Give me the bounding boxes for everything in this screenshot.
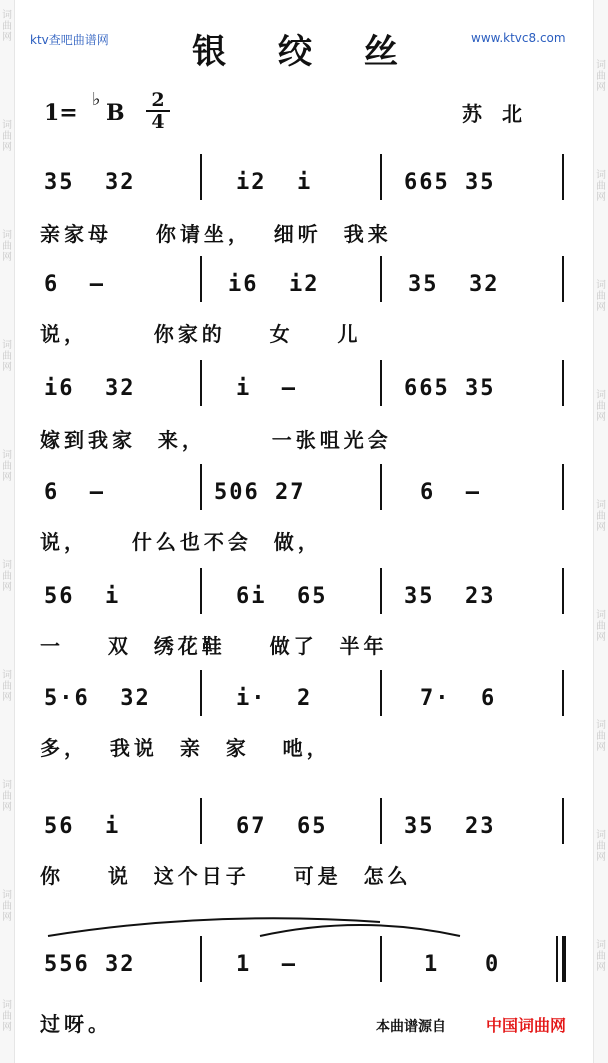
notation-measure: i2 i [236, 170, 313, 195]
lyric-line: 亲家母 你请坐， 细听 我来 [40, 222, 392, 246]
notation-measure: 56 i [44, 814, 121, 839]
bar-line [380, 670, 382, 716]
notation-measure: 7· 6 [420, 686, 497, 711]
notation-measure: 6 — [420, 480, 481, 505]
bar-line [200, 670, 202, 716]
notation-measure: 6i 65 [236, 584, 328, 609]
bar-line [562, 670, 564, 716]
watermark: 词曲网 [2, 560, 12, 593]
song-origin: 苏北 [462, 102, 542, 126]
bar-line [562, 256, 564, 302]
final-bar-line [556, 936, 558, 982]
notation-measure: 6 — [44, 272, 105, 297]
watermark: 词曲网 [596, 940, 606, 973]
notation-measure: i6 32 [44, 376, 136, 401]
key-signature [44, 100, 78, 126]
watermark: 词曲网 [596, 500, 606, 533]
lyric-line: 你 说 这个日子 可是 怎么 [40, 864, 412, 888]
notation-measure: i· 2 [236, 686, 313, 711]
bar-line [562, 568, 564, 614]
bar-line [200, 936, 202, 982]
watermark: 词曲网 [2, 450, 12, 483]
site-url-right[interactable]: www.ktvc8.com [471, 31, 566, 45]
lyric-line: 说， 你家的 女 儿 [40, 322, 362, 346]
bar-line [380, 256, 382, 302]
watermark: 词曲网 [2, 230, 12, 263]
notation-measure: 665 35 [404, 170, 496, 195]
bar-line [562, 360, 564, 406]
notation-measure: i — [236, 376, 297, 401]
notation-measure: 556 32 [44, 952, 136, 977]
lyric-line: 说， 什么也不会 做， [40, 530, 322, 554]
watermark: 词曲网 [2, 10, 12, 43]
slur-arc [40, 910, 580, 940]
notation-measure: 35 32 [408, 272, 500, 297]
bar-line [562, 464, 564, 510]
bar-line [380, 798, 382, 844]
bar-line [200, 360, 202, 406]
notation-measure: 35 32 [44, 170, 136, 195]
watermark: 词曲网 [596, 720, 606, 753]
bar-line [200, 568, 202, 614]
watermark: 词曲网 [2, 1000, 12, 1033]
flat-sign: ♭ [92, 89, 101, 110]
bar-line [380, 464, 382, 510]
key-prefix: 1= [44, 100, 78, 126]
notation-measure: 506 27 [214, 480, 306, 505]
lyric-line: 过呀。 [40, 1012, 112, 1036]
notation-measure: i6 i2 [228, 272, 320, 297]
bar-line [562, 798, 564, 844]
meter-denominator: 4 [146, 110, 170, 132]
watermark: 词曲网 [596, 60, 606, 93]
notation-measure: 67 65 [236, 814, 328, 839]
bar-line [380, 360, 382, 406]
bar-line [562, 154, 564, 200]
source-site-link[interactable]: 中国词曲网 [486, 1016, 567, 1035]
notation-measure: 665 35 [404, 376, 496, 401]
key-note: B [106, 100, 125, 126]
bar-line [380, 568, 382, 614]
bar-line [380, 936, 382, 982]
notation-measure: 5·6 32 [44, 686, 151, 711]
lyric-line: 多， 我说 亲 家 吔， [40, 736, 331, 760]
bar-line [200, 256, 202, 302]
lyric-line: 嫁到我家 来， 一张咀光会 [40, 428, 392, 452]
notation-measure: 35 23 [404, 814, 496, 839]
watermark: 词曲网 [2, 670, 12, 703]
bar-line [200, 464, 202, 510]
song-title: 银 绞 丝 [192, 32, 418, 72]
site-name-left[interactable]: ktv查吧曲谱网 [30, 33, 109, 47]
watermark: 词曲网 [596, 830, 606, 863]
final-bar-line [562, 936, 566, 982]
watermark: 词曲网 [2, 890, 12, 923]
bar-line [200, 798, 202, 844]
notation-measure: 6 — [44, 480, 105, 505]
notation-measure: 1 0 [424, 952, 501, 977]
notation-measure: 1 — [236, 952, 297, 977]
watermark: 词曲网 [2, 340, 12, 373]
bar-line [200, 154, 202, 200]
bar-line [380, 154, 382, 200]
notation-measure: 56 i [44, 584, 121, 609]
lyric-line: 一 双 绣花鞋 做了 半年 [40, 634, 388, 658]
notation-measure: 35 23 [404, 584, 496, 609]
meter-numerator: 2 [151, 89, 165, 111]
watermark: 词曲网 [596, 390, 606, 423]
watermark: 词曲网 [596, 610, 606, 643]
source-label: 本曲谱源自 [376, 1019, 446, 1035]
time-signature [146, 90, 170, 132]
watermark: 词曲网 [2, 120, 12, 153]
watermark: 词曲网 [2, 780, 12, 813]
watermark: 词曲网 [596, 280, 606, 313]
watermark: 词曲网 [596, 170, 606, 203]
